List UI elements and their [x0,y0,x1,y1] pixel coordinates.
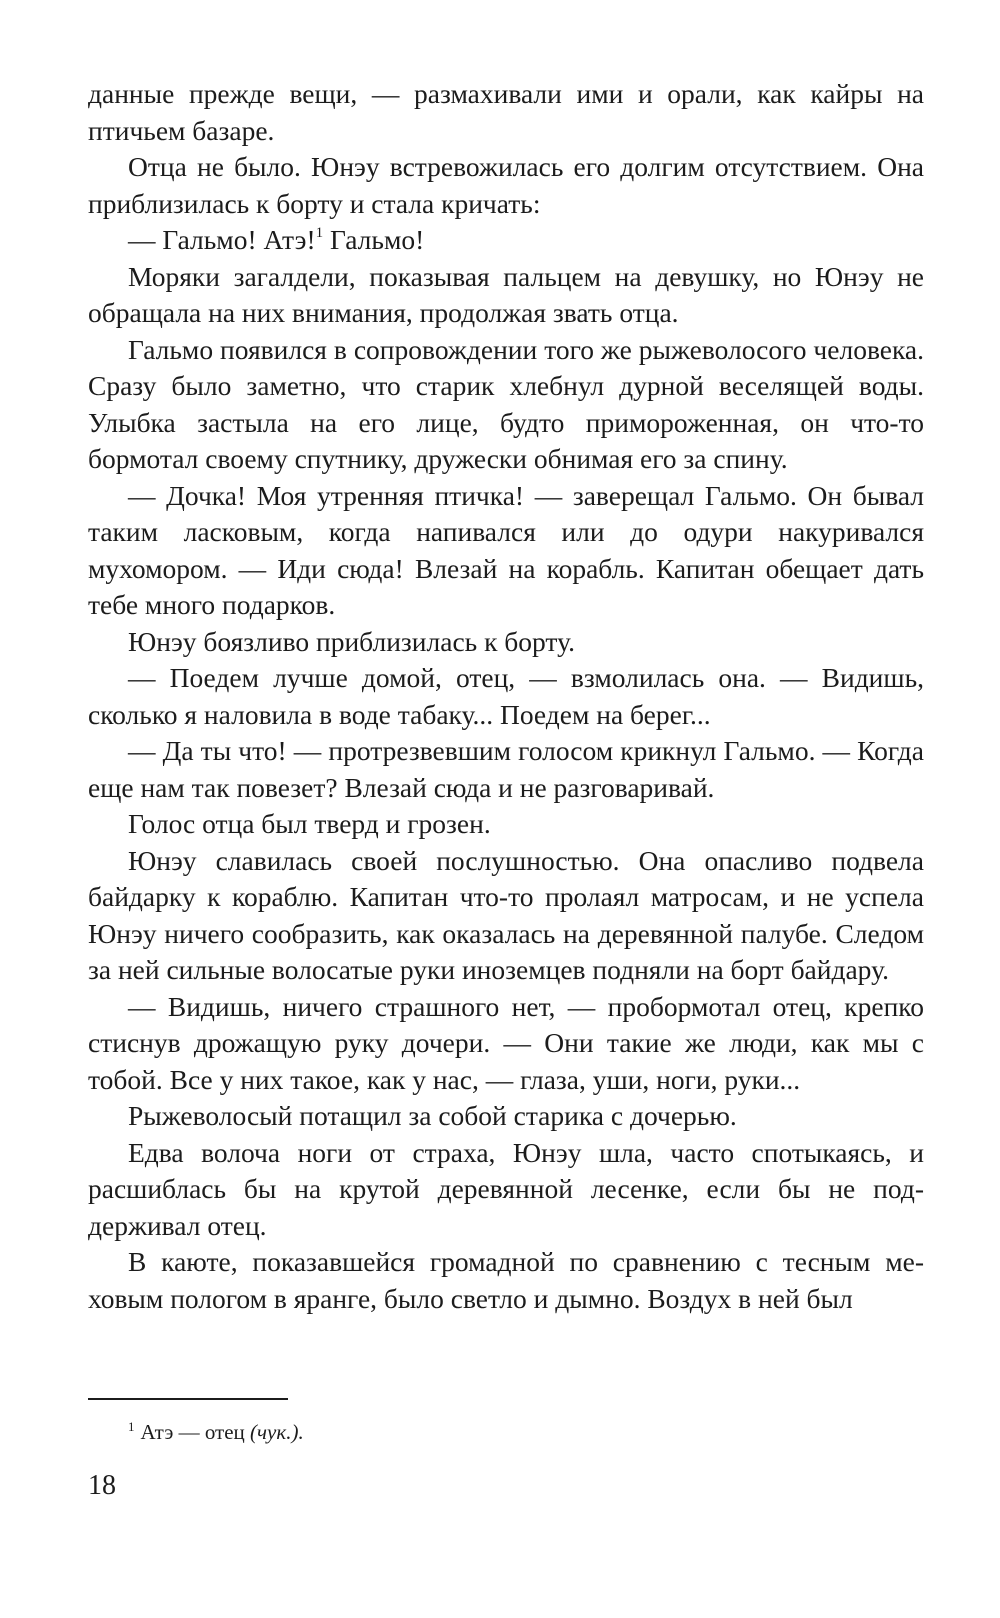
paragraph: Юнэу славилась своей послушностью. Она опасливо подвела байдарку к кораблю. Капитан что-то пролаял матросам, и не успела Юнэу ничего сообразить, как оказалась на деревянной палубе. Следом за ней сильные волосатые руки иноземцев подняли на борт байдару. [88,844,924,985]
call-text-before: — Гальмо! Атэ! [128,224,316,255]
footnote-text: Атэ — отец [140,1420,251,1444]
body-text [88,76,924,1317]
footnote-reference: 1 [315,225,324,241]
paragraph: — Да ты что! — протрезвевшим голосом крикнул Гальмо. — Когда еще нам так повезет? Влезай сюда и не разговаривай. [88,735,924,803]
paragraph: Голос отца был тверд и грозен. [128,808,491,839]
page-number: 18 [88,1470,116,1501]
paragraph-with-footnote-call [88,222,924,259]
paragraph: — Поедем лучше домой, отец, — взмолилась она. — Видишь, сколько я наловила в воде табаку... Поедем на берег... [88,662,924,730]
paragraph: В каюте, показавшейся громадной по сравнению с тесным меховым пологом в яранге, было светло и дымно. Воздух в ней был [88,1246,924,1314]
paragraph: Гальмо появился в сопровождении того же рыжеволосого человека. Сразу было заметно, что старик хлебнул дурной веселящей воды. Улыбка застыла на его лице, будто примороженная, он что-то бормотал своему спутнику, дружески обнимая его за спину. [88,333,924,474]
paragraph: данные прежде вещи, — размахивали ими и орали, как кайры на птичьем базаре. [88,78,924,146]
paragraph: Отца не было. Юнэу встревожилась его долгим отсутствием. Она приблизилась к борту и стала кричать: [88,151,924,219]
footnote [128,1414,304,1445]
page-body [88,76,924,1317]
call-text-after: Гальмо! [323,224,425,255]
footnote-abbreviation: (чук.). [250,1420,304,1444]
paragraph: Моряки загалдели, показывая пальцем на девушку, но Юнэу не обращала на них внимания, продолжая звать отца. [88,260,924,328]
footnote-marker: 1 [128,1419,135,1434]
paragraph: Едва волоча ноги от страха, Юнэу шла, часто спотыкаясь, и расшиблась бы на крутой деревянной лесенке, если бы не поддерживал отец. [88,1136,924,1241]
paragraph: — Видишь, ничего страшного нет, — пробормотал отец, крепко стиснув дрожащую руку дочери. — Они такие же люди, как мы с тобой. Все у них такое, как у нас, — глаза, уши, ноги, руки... [88,990,924,1095]
paragraph: Рыжеволосый потащил за собой старика с дочерью. [128,1100,737,1131]
paragraph: Юнэу боязливо приблизилась к борту. [128,625,575,657]
paragraph: — Дочка! Моя утренняя птичка! — заверещал Гальмо. Он бывал таким ласковым, когда напивался или до одури накуривался мухомором. — Иди сюда! Влезай на корабль. Капитан обещает дать тебе много подарков. [88,479,924,620]
footnote-divider [88,1398,288,1400]
